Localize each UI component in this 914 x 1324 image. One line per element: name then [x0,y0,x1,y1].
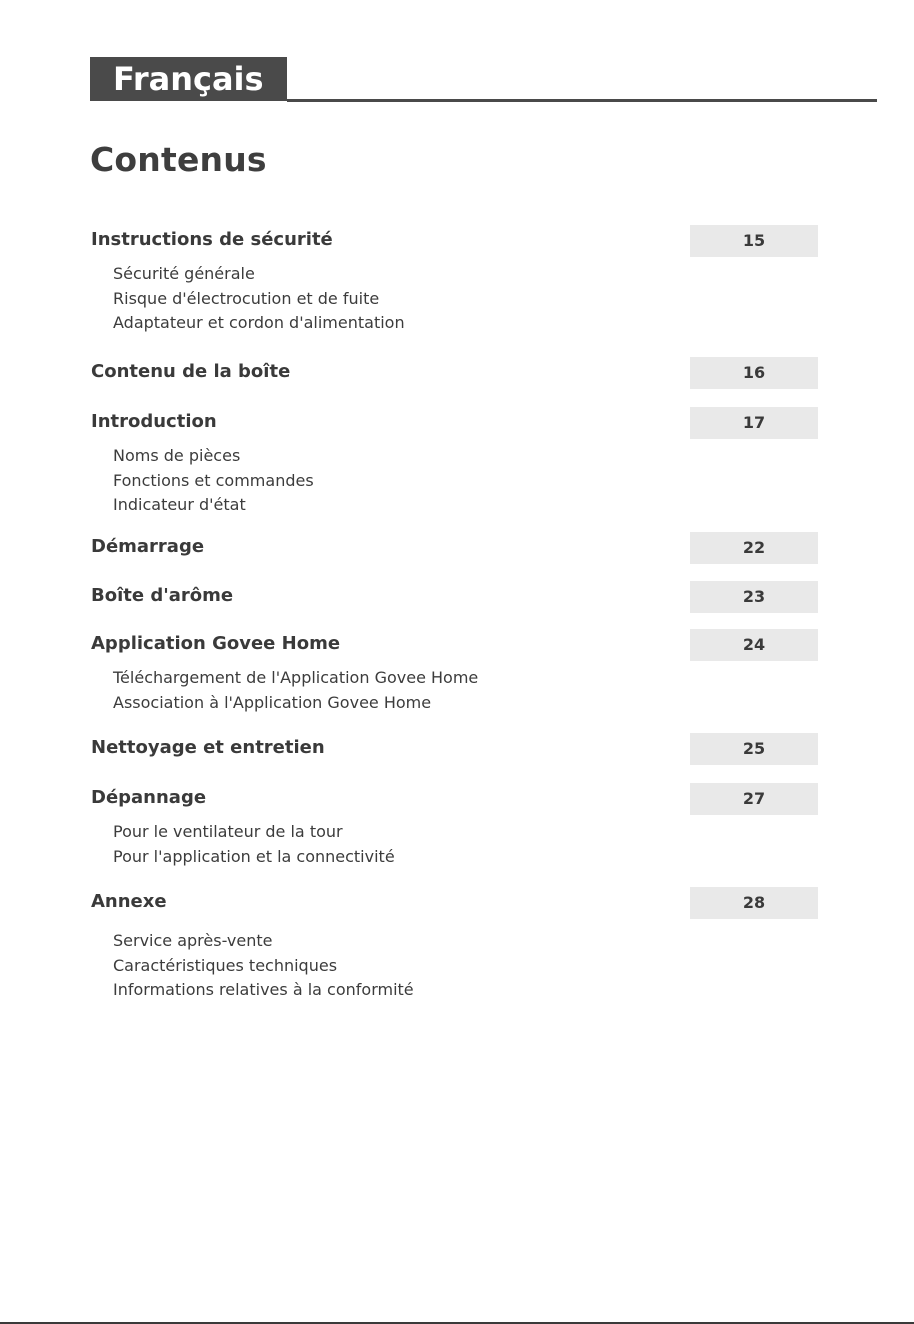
toc-page-number: 17 [690,407,818,439]
page-title: Contenus [90,140,267,179]
toc-subentry[interactable]: Téléchargement de l'Application Govee Home [113,668,479,687]
toc-subentry[interactable]: Service après-vente [113,931,273,950]
toc-page-number: 15 [690,225,818,257]
language-tab: Français [90,57,287,101]
toc-entry-title[interactable]: Nettoyage et entretien [91,737,325,758]
toc-page-number: 28 [690,887,818,919]
toc-subentry[interactable]: Pour le ventilateur de la tour [113,822,343,841]
toc-subentry[interactable]: Fonctions et commandes [113,470,314,490]
toc-subentry[interactable]: Adaptateur et cordon d'alimentation [113,313,405,332]
toc-entry-introduction[interactable] [91,407,766,518]
toc-entry-demarrage[interactable] [91,532,766,562]
toc-subentry[interactable]: Indicateur d'état [113,495,246,514]
toc-subentry[interactable]: Risque d'électrocution et de fuite [113,288,380,308]
toc-entry-boite-arome[interactable] [91,581,766,611]
toc-subentry[interactable]: Pour l'application et la connectivité [113,846,395,866]
toc-subentry[interactable]: Informations relatives à la conformité [113,980,414,999]
toc-entry-title[interactable]: Démarrage [91,536,205,557]
toc-entry-title[interactable]: Boîte d'arôme [91,585,234,606]
toc-page-number: 25 [690,733,818,765]
toc-entry-application[interactable] [91,629,766,715]
toc-subentry[interactable]: Association à l'Application Govee Home [113,692,432,712]
toc-entry-title[interactable]: Dépannage [91,787,207,808]
toc-subentry[interactable]: Sécurité générale [113,264,255,283]
toc-entry-depannage[interactable] [91,783,766,869]
toc-entry-title[interactable]: Introduction [91,411,217,432]
toc-subentry[interactable]: Caractéristiques techniques [113,955,338,975]
toc-entry-contenu-boite[interactable] [91,357,766,387]
toc-page-number: 27 [690,783,818,815]
toc-entry-annexe[interactable] [91,887,766,1003]
toc-entry-title[interactable]: Annexe [91,891,167,912]
toc-entry-title[interactable]: Application Govee Home [91,633,341,654]
toc-entry-title[interactable]: Contenu de la boîte [91,361,291,382]
toc-page-number: 22 [690,532,818,564]
toc-entry-nettoyage[interactable] [91,733,766,763]
toc-page-number: 24 [690,629,818,661]
toc-page-number: 16 [690,357,818,389]
toc-entry-title[interactable]: Instructions de sécurité [91,229,333,250]
toc-page-number: 23 [690,581,818,613]
toc-subentry[interactable]: Noms de pièces [113,446,241,465]
toc-entry-securite[interactable] [91,225,766,336]
